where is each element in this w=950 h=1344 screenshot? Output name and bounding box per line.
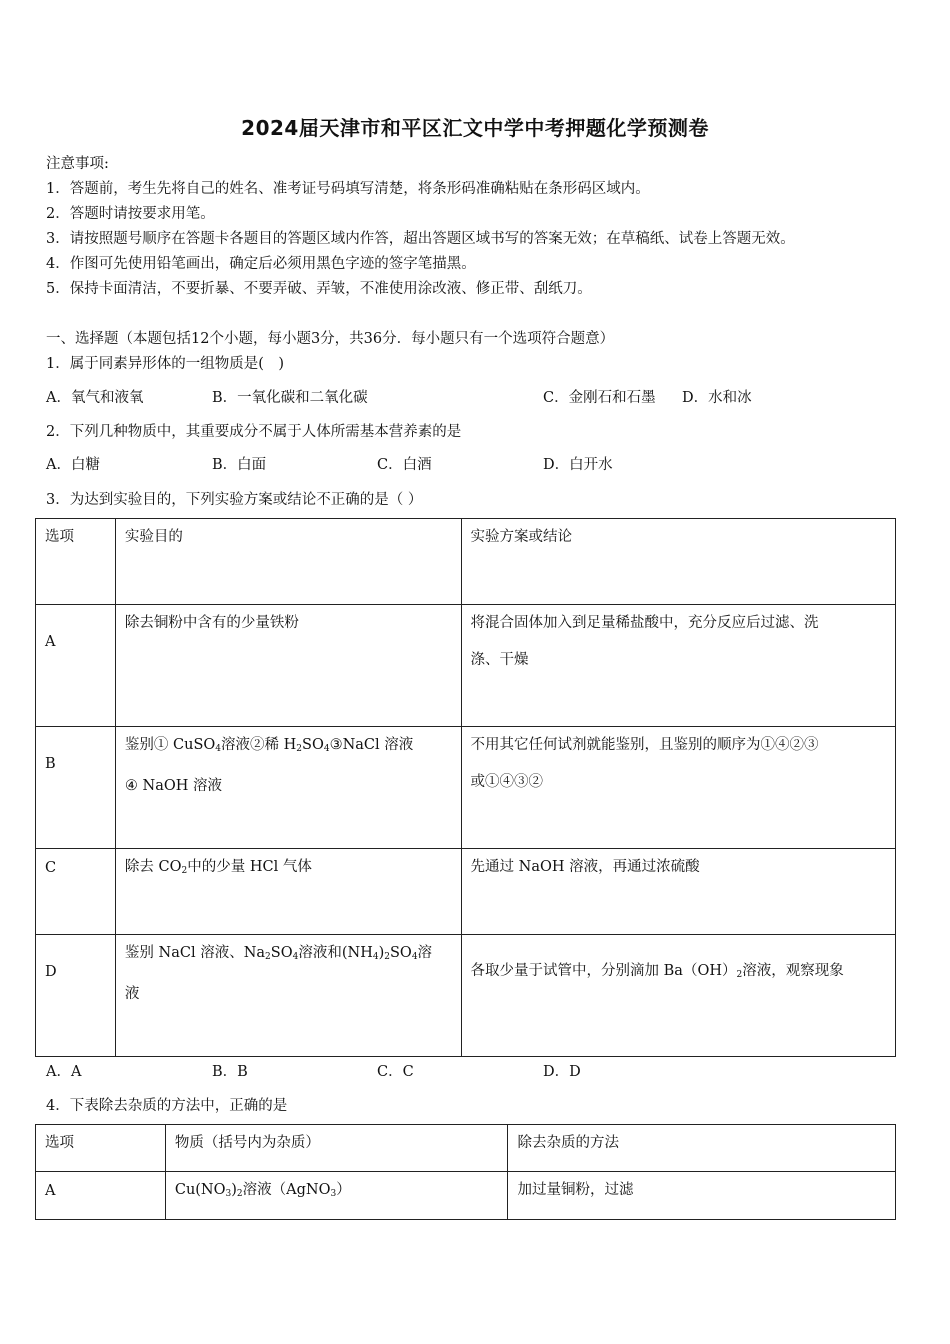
page-title: 2024届天津市和平区汇文中学中考押题化学预测卷 bbox=[241, 116, 709, 140]
cell-line bbox=[471, 953, 886, 994]
q2-option-b: B．白面 bbox=[212, 457, 267, 473]
text-run: 各取少量于试管中，分别滴加 Ba（OH） bbox=[470, 963, 737, 979]
subscript: 4 bbox=[323, 744, 330, 754]
cell-line bbox=[125, 849, 452, 890]
text-run: ) bbox=[231, 1182, 237, 1198]
q1-option-d: D．水和冰 bbox=[682, 390, 752, 406]
note-item: 4．作图可先使用铅笔画出，确定后必须用黑色字迹的签字笔描黑。 bbox=[46, 256, 476, 272]
note-item: 1．答题前，考生先将自己的姓名、准考证号码填写清楚，将条形码准确粘贴在条形码区域内。 bbox=[46, 181, 650, 197]
q1-option-c: C．金刚石和石墨 bbox=[543, 390, 656, 406]
subscript: 2 bbox=[296, 744, 303, 754]
text-run: 除去 CO bbox=[124, 859, 182, 875]
text-run: SO bbox=[389, 945, 412, 961]
header-cell: 实验方案或结论 bbox=[461, 519, 895, 605]
cell-line: 将混合固体加入到足量稀盐酸中，充分反应后过滤、洗 bbox=[470, 615, 819, 631]
text-run: 溶液和(NH bbox=[298, 945, 373, 961]
header-cell: 物质（括号内为杂质） bbox=[165, 1125, 508, 1172]
q2-option-c: C．白酒 bbox=[377, 457, 432, 473]
q3-option-d: D．D bbox=[543, 1064, 581, 1080]
q4-table bbox=[35, 1124, 896, 1220]
header-cell: 选项 bbox=[36, 1125, 166, 1172]
header-cell: 实验目的 bbox=[115, 519, 461, 605]
text-run: 溶液（AgNO bbox=[242, 1182, 331, 1198]
cell-line: ④ NaOH 溶液 bbox=[124, 778, 223, 794]
cell-line bbox=[125, 935, 452, 976]
subscript: 3 bbox=[330, 1189, 337, 1199]
question-1-stem: 1．属于同素异形体的一组物质是( ) bbox=[46, 356, 285, 372]
text-run: 溶 bbox=[417, 945, 433, 961]
text-run: 鉴别① CuSO bbox=[124, 737, 216, 753]
subscript: 4 bbox=[372, 952, 379, 962]
text-run: 鉴别 NaCl 溶液、Na bbox=[124, 945, 266, 961]
row-label: D bbox=[36, 935, 116, 1057]
header-cell: 除去杂质的方法 bbox=[508, 1125, 896, 1172]
question-2-stem: 2．下列几种物质中，其重要成分不属于人体所需基本营养素的是 bbox=[46, 424, 462, 440]
subscript: 3 bbox=[225, 1189, 232, 1199]
subscript: 4 bbox=[292, 952, 299, 962]
text-run: 中的少量 HCl 气体 bbox=[187, 859, 312, 875]
table-header-row bbox=[36, 1125, 896, 1172]
method-cell: 加过量铜粉，过滤 bbox=[508, 1172, 896, 1220]
substance-cell bbox=[165, 1172, 508, 1220]
subscript: 2 bbox=[736, 970, 743, 980]
question-4-stem: 4．下表除去杂质的方法中，正确的是 bbox=[46, 1098, 288, 1114]
table-row bbox=[36, 935, 896, 1057]
cell-line: 液 bbox=[124, 986, 140, 1002]
text-run: ③NaCl 溶液 bbox=[329, 737, 414, 753]
text-run: Cu(NO bbox=[174, 1182, 226, 1198]
row-label: C bbox=[36, 849, 116, 935]
cell-line bbox=[125, 727, 452, 768]
table-row bbox=[36, 605, 896, 727]
note-item: 3．请按照题号顺序在答题卡各题目的答题区域内作答，超出答题区域书写的答案无效；在草稿纸、试卷上答题无效。 bbox=[46, 231, 795, 247]
table-row bbox=[36, 1172, 896, 1220]
text-run: 溶液②稀 H bbox=[221, 737, 297, 753]
subscript: 2 bbox=[384, 952, 390, 962]
question-3-stem: 3．为达到实验目的，下列实验方案或结论不正确的是（ ） bbox=[46, 492, 423, 508]
plan-cell bbox=[461, 727, 895, 849]
subscript: 4 bbox=[215, 744, 222, 754]
row-label: A bbox=[36, 605, 116, 727]
note-item: 5．保持卡面清洁，不要折暴、不要弄破、弄皱，不准使用涂改液、修正带、刮纸刀。 bbox=[46, 281, 592, 297]
q2-option-a: A．白糖 bbox=[46, 457, 100, 473]
cell-line: 或①④③② bbox=[470, 774, 544, 790]
plan-cell bbox=[461, 605, 895, 727]
text-run: ） bbox=[336, 1182, 351, 1198]
table-header-row bbox=[36, 519, 896, 605]
purpose-cell bbox=[115, 935, 461, 1057]
cell-line: 先通过 NaOH 溶液，再通过浓硫酸 bbox=[470, 859, 700, 875]
subscript: 2 bbox=[265, 952, 271, 962]
row-label: B bbox=[36, 727, 116, 849]
purpose-cell bbox=[115, 727, 461, 849]
header-cell: 选项 bbox=[36, 519, 116, 605]
notes-heading: 注意事项: bbox=[46, 156, 109, 172]
note-item: 2．答题时请按要求用笔。 bbox=[46, 206, 215, 222]
purpose-cell bbox=[115, 605, 461, 727]
purpose-cell bbox=[115, 849, 461, 935]
table-row bbox=[36, 727, 896, 849]
cell-line: 涤、干燥 bbox=[470, 652, 529, 668]
q1-option-b: B．一氧化碳和二氧化碳 bbox=[212, 390, 368, 406]
cell-line: 除去铜粉中含有的少量铁粉 bbox=[124, 615, 299, 631]
table-row bbox=[36, 849, 896, 935]
plan-cell bbox=[461, 935, 895, 1057]
q3-table bbox=[35, 518, 896, 1057]
subscript: 4 bbox=[411, 952, 418, 962]
q3-option-b: B．B bbox=[212, 1064, 248, 1080]
q3-option-c: C．C bbox=[377, 1064, 414, 1080]
plan-cell bbox=[461, 849, 895, 935]
q2-option-d: D．白开水 bbox=[543, 457, 613, 473]
text-run: SO bbox=[270, 945, 293, 961]
subscript: 2 bbox=[236, 1189, 243, 1199]
text-run: SO bbox=[302, 737, 324, 753]
q3-option-a: A．A bbox=[46, 1064, 82, 1080]
section-heading: 一、选择题（本题包括12个小题，每小题3分，共36分．每小题只有一个选项符合题意） bbox=[46, 331, 615, 347]
cell-line: 不用其它任何试剂就能鉴别，且鉴别的顺序为①④②③ bbox=[470, 737, 819, 753]
q1-option-a: A．氧气和液氧 bbox=[46, 390, 144, 406]
subscript: 2 bbox=[181, 866, 188, 876]
row-label: A bbox=[36, 1172, 166, 1220]
text-run: ) bbox=[378, 945, 385, 961]
text-run: 溶液，观察现象 bbox=[742, 963, 844, 979]
